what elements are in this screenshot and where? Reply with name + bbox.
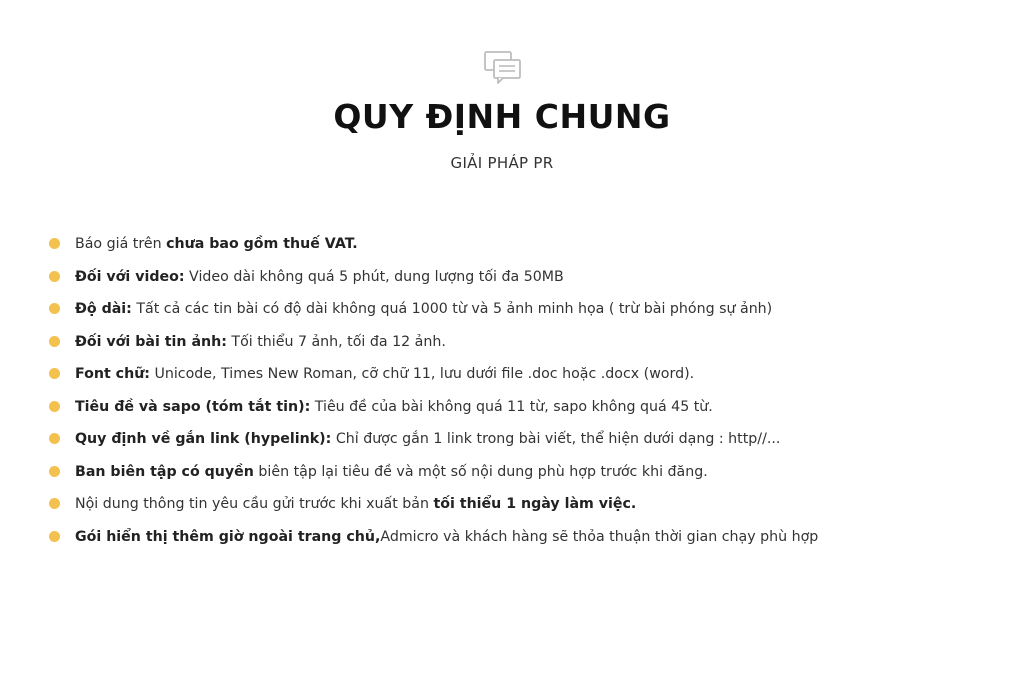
- rule-text: Admicro và khách hàng sẽ thỏa thuận thời gian chạy phù hợp: [380, 528, 819, 545]
- page-subtitle: GIẢI PHÁP PR: [450, 154, 554, 172]
- rule-bold-text: tối thiểu 1 ngày làm việc.: [433, 496, 637, 512]
- rule-text: Nội dung thông tin yêu cầu gửi trước khi xuất bản: [75, 496, 434, 512]
- rule-text: Báo giá trên: [75, 236, 167, 252]
- bullet-dot-icon: [49, 303, 60, 314]
- rule-bold-text: Đối với bài tin ảnh:: [75, 333, 227, 350]
- page-title: QUY ĐỊNH CHUNG: [333, 97, 671, 136]
- bullet-dot-icon: [49, 498, 60, 509]
- bullet-dot-icon: [49, 466, 60, 477]
- rule-bold-text: Tiêu đề và sapo (tóm tắt tin):: [75, 398, 311, 415]
- rule-item: [48, 524, 948, 557]
- bullet-dot-icon: [49, 238, 60, 249]
- rule-item: [48, 296, 948, 329]
- bullet-dot-icon: [49, 368, 60, 379]
- chat-bubbles-icon: [483, 50, 523, 84]
- rule-item: [48, 361, 948, 394]
- rule-text: Unicode, Times New Roman, cỡ chữ 11, lưu dưới file .doc hoặc .docx (word).: [149, 366, 695, 382]
- rule-bold-text: Độ dài:: [75, 301, 132, 317]
- rule-text: Chỉ được gắn 1 link trong bài viết, thể hiện dưới dạng : http//...: [331, 431, 781, 447]
- rule-item: [48, 329, 948, 362]
- rule-item: [48, 231, 948, 264]
- rule-text: Tối thiểu 7 ảnh, tối đa 12 ảnh.: [226, 333, 446, 350]
- rule-text: Tất cả các tin bài có độ dài không quá 1000 từ và 5 ảnh minh họa ( trừ bài phóng sự ảnh): [131, 301, 773, 317]
- rule-text: Tiêu đề của bài không quá 11 từ, sapo không quá 45 từ.: [310, 398, 713, 415]
- bullet-dot-icon: [49, 531, 60, 542]
- rule-text: Video dài không quá 5 phút, dung lượng tối đa 50MB: [184, 268, 564, 285]
- rule-item: [48, 264, 948, 297]
- bullet-dot-icon: [49, 336, 60, 347]
- bullet-dot-icon: [49, 433, 60, 444]
- rule-text: biên tập lại tiêu đề và một số nội dung phù hợp trước khi đăng.: [253, 463, 708, 480]
- rule-item: [48, 394, 948, 427]
- rules-list: [48, 231, 948, 556]
- rule-item: [48, 426, 948, 459]
- rule-bold-text: Gói hiển thị thêm giờ ngoài trang chủ,: [75, 528, 381, 545]
- rule-bold-text: Đối với video:: [75, 268, 185, 285]
- rule-bold-text: Quy định về gắn link (hypelink):: [75, 431, 332, 447]
- rule-item: [48, 459, 948, 492]
- rule-item: [48, 491, 948, 524]
- rule-bold-text: Ban biên tập có quyền: [75, 463, 254, 480]
- rule-bold-text: chưa bao gồm thuế VAT.: [166, 236, 358, 252]
- bullet-dot-icon: [49, 271, 60, 282]
- rule-bold-text: Font chữ:: [75, 366, 150, 382]
- bullet-dot-icon: [49, 401, 60, 412]
